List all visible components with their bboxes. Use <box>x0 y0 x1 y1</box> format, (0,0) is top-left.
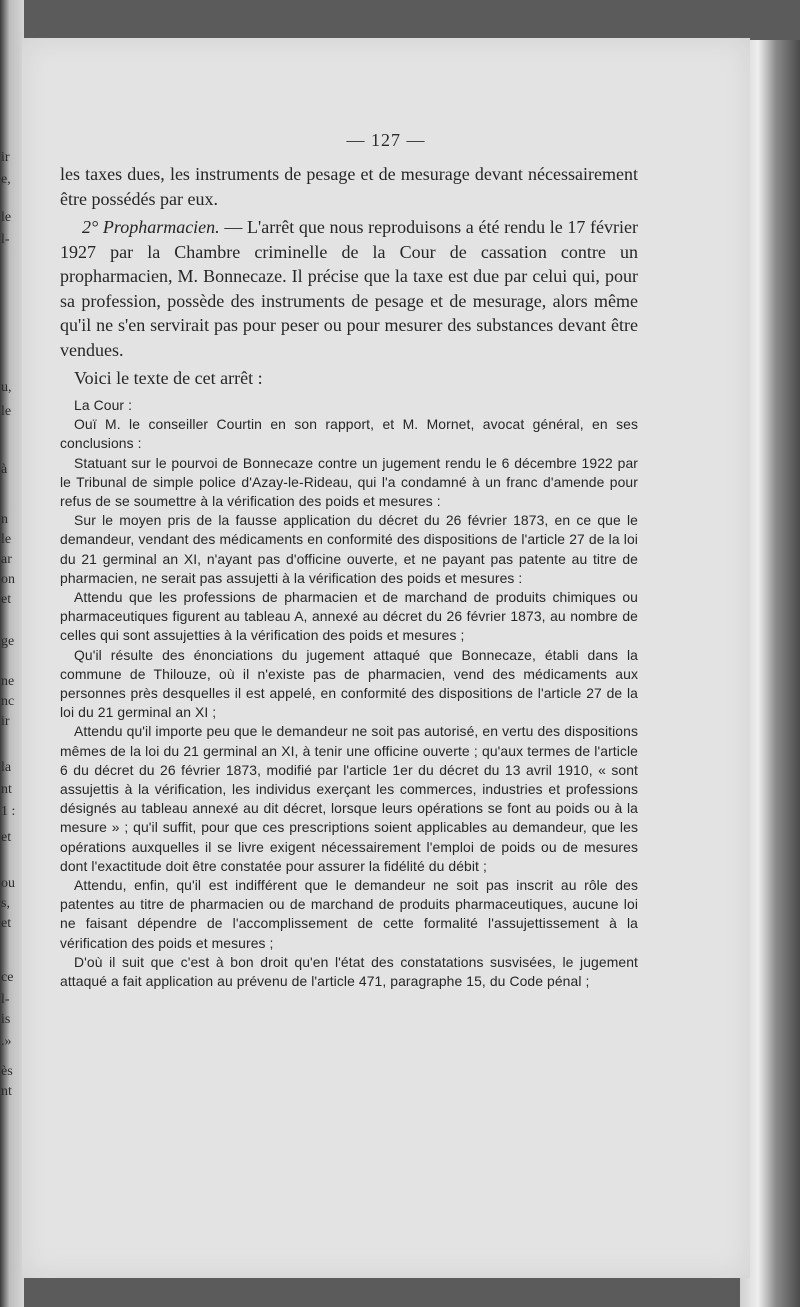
margin-fragment: le <box>1 404 12 419</box>
paragraph-propharmacien-text: — L'arrêt que nous reproduisons a été rendu le 17 février 1927 par la Chambre criminelle de la Cour de cassation contre un propharmacien, M. Bonnecaze. Il précise que la taxe est due par celui qui, pour sa profession, possède des instruments de pesage et de mesurage, alors même qu'il ne s'en servirait pas pour peser ou pour mesurer des substances devant être vendues. <box>60 217 638 360</box>
margin-fragment: et <box>1 592 12 607</box>
margin-fragment: s, <box>1 896 10 911</box>
margin-fragment: et <box>1 916 12 931</box>
margin-fragment: on <box>1 572 15 587</box>
margin-fragment: la <box>1 760 12 775</box>
arret-paragraph: Sur le moyen pris de la fausse application du décret du 26 février 1873, en ce que le demandeur, vendant des médicaments en conformité des dispositions de l'article 27 de la loi du 21 germinal an XI, n'ayant pas d'officine ouverte, et ne payant pas patente au titre de pharmacien, ne serait pas assujetti à la vérification des poids et mesures : <box>60 512 638 586</box>
arret-paragraph: Ouï M. le conseiller Courtin en son rapport, et M. Mornet, avocat général, en ses conclusions : <box>60 416 638 452</box>
previous-page-margin <box>0 150 22 1110</box>
paragraph-intro-arret: Voici le texte de cet arrêt : <box>74 368 263 388</box>
margin-fragment: .» <box>1 1034 12 1049</box>
page-number: — 127 — <box>346 130 426 150</box>
margin-fragment: et <box>1 830 12 845</box>
arret-paragraph: Attendu que les professions de pharmacien et de marchand de produits chimiques ou pharmaceutiques figurent au tableau A, annexé au décret du 26 février 1873, au nombre de celles qui sont assujetties à la vérification des poids et mesures ; <box>60 589 638 644</box>
margin-fragment: ou <box>1 876 15 891</box>
page-body <box>60 162 638 991</box>
margin-fragment: ir <box>1 714 10 729</box>
paragraph-propharmacien <box>60 215 638 362</box>
arret-paragraph: Attendu, enfin, qu'il est indifférent que le demandeur ne soit pas inscrit au rôle des patentes au titre de pharmacien ou de marchand de produits pharmaceutiques, aucune loi ne faisant dépendre de l'accomplissement de cette formalité l'assujettissement à la vérification des poids et mesures ; <box>60 877 638 951</box>
margin-fragment: l- <box>1 992 10 1007</box>
section-heading-propharmacien: 2° Propharmacien. <box>82 217 220 237</box>
margin-fragment: e, <box>1 172 11 187</box>
margin-fragment: ne <box>1 674 15 689</box>
margin-fragment: u, <box>1 380 12 395</box>
margin-fragment: nt <box>1 782 12 797</box>
margin-fragment: ce <box>1 970 14 985</box>
arret-la-cour: La Cour : <box>74 397 133 413</box>
margin-fragment: ir <box>1 150 10 165</box>
margin-fragment: l- <box>1 232 10 247</box>
paragraph-continuation: les taxes dues, les instruments de pesage et de mesurage devant nécessairement être possédés par eux. <box>60 164 638 209</box>
arret-paragraph: Attendu qu'il importe peu que le demandeur ne soit pas autorisé, en vertu des dispositions mêmes de la loi du 21 germinal an XI, à tenir une officine ouverte ; qu'aux termes de l'article 6 du décret du 26 février 1873, modifié par l'article 1er du décret du 13 avril 1910, « sont assujettis à la vérification, les individus exerçant les commerces, industries et professions désignés au tableau annexé au dit décret, lorsque leurs opérations se font au poids ou à la mesure » ; qu'il suffit, pour que ces prescriptions soient applicables au demandeur, que les opérations auxquelles il se livre exigent nécessairement l'emploi de poids ou de mesures dont l'exactitude doit être constatée pour assurer la fidélité du débit ; <box>60 723 638 874</box>
margin-fragment: n <box>1 512 8 527</box>
margin-fragment: ès <box>1 1064 13 1079</box>
arret-paragraph: Qu'il résulte des énonciations du jugement attaqué que Bonnecaze, établi dans la commune de Thilouze, où il n'existe pas de pharmacien, vend des médicaments aux personnes près desquelles il est appelé, en conformité des dispositions de l'article 27 de la loi du 21 germinal an XI ; <box>60 646 638 721</box>
margin-fragment: 1 : <box>1 804 16 819</box>
margin-fragment: le <box>1 210 12 225</box>
margin-fragment: nt <box>1 1084 12 1099</box>
book-page <box>22 38 750 1278</box>
margin-fragment: is <box>1 1012 11 1027</box>
margin-fragment: nc <box>1 694 15 709</box>
margin-fragment: ar <box>1 552 12 567</box>
margin-fragment: ge <box>1 634 15 649</box>
margin-fragment: le <box>1 532 12 547</box>
arret-paragraph: Statuant sur le pourvoi de Bonnecaze contre un jugement rendu le 6 décembre 1922 par le Tribunal de simple police d'Azay-le-Rideau, qui l'a condamné à un franc d'amende pour refus de se soumettre à la vérification des poids et mesures : <box>60 454 638 510</box>
arret-paragraph: D'où il suit que c'est à bon droit qu'en l'état des constatations susvisées, le jugement attaqué a fait application au prévenu de l'article 471, paragraphe 15, du Code pénal ; <box>60 953 638 990</box>
margin-fragment: à <box>1 462 8 477</box>
